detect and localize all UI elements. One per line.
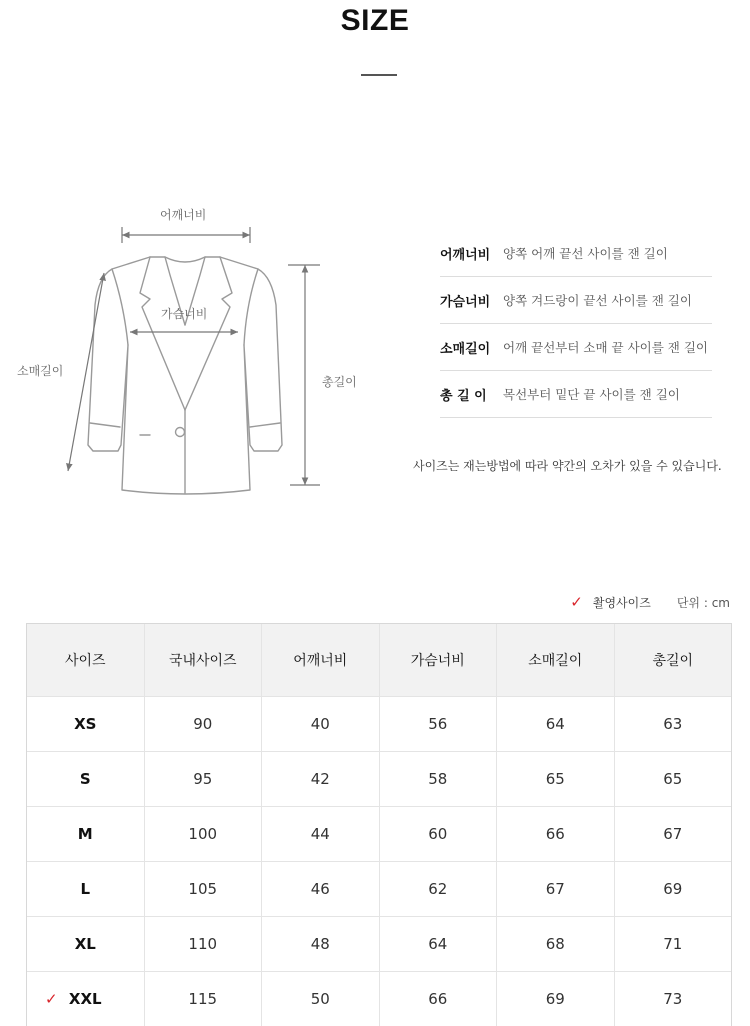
sleeve-cell: 67 [497,862,615,917]
size-cell [27,972,145,1026]
column-header: 총길이 [614,624,732,697]
chest-cell: 56 [379,697,497,752]
definition-term: 총 길 이 [440,385,503,404]
jacket-illustration [0,195,370,505]
total-cell: 69 [614,862,732,917]
domestic-cell: 100 [144,807,262,862]
column-header: 가슴너비 [379,624,497,697]
size-cell [27,917,145,972]
definition-desc: 어깨 끝선부터 소매 끝 사이를 잰 길이 [503,338,708,356]
table-row [27,972,732,1026]
definition-term: 어깨너비 [440,244,503,263]
title-divider [361,74,397,76]
column-header: 사이즈 [27,624,145,697]
table-row [27,807,732,862]
domestic-cell: 90 [144,697,262,752]
sleeve-cell: 68 [497,917,615,972]
size-label: S [80,770,91,788]
table-row [27,752,732,807]
measurement-definitions [440,230,712,418]
size-label: L [80,880,90,898]
table-row [27,917,732,972]
total-length-label: 총길이 [322,373,357,390]
total-cell: 73 [614,972,732,1026]
size-label: XS [74,715,96,733]
sleeve-cell: 69 [497,972,615,1026]
model-size-label: 촬영사이즈 [593,594,651,611]
total-cell: 71 [614,917,732,972]
sleeve-cell: 64 [497,697,615,752]
domestic-cell: 95 [144,752,262,807]
total-cell: 67 [614,807,732,862]
size-cell [27,862,145,917]
size-table [26,623,732,1026]
size-label: XXL [69,990,102,1008]
definition-term: 가슴너비 [440,291,503,310]
shoulder-cell: 40 [262,697,380,752]
definition-row [440,324,712,371]
page-title: SIZE [0,4,750,38]
table-header-row [27,624,732,697]
chest-cell: 60 [379,807,497,862]
column-header: 소매길이 [497,624,615,697]
jacket-measurement-diagram [0,195,370,509]
definition-row [440,230,712,277]
table-legend [570,593,730,611]
size-label: XL [75,935,96,953]
shoulder-cell: 50 [262,972,380,1026]
chest-label: 가슴너비 [161,305,207,322]
size-cell [27,807,145,862]
shoulder-cell: 46 [262,862,380,917]
domestic-cell: 115 [144,972,262,1026]
size-cell [27,697,145,752]
definition-row [440,277,712,324]
shoulder-label: 어깨너비 [160,206,206,223]
check-icon: ✓ [45,990,58,1008]
unit-label: 단위 : cm [677,594,730,611]
definition-desc: 양쪽 어깨 끝선 사이를 잰 길이 [503,244,668,262]
chest-cell: 66 [379,972,497,1026]
table-row [27,697,732,752]
size-cell [27,752,145,807]
table-row [27,862,732,917]
column-header: 어깨너비 [262,624,380,697]
shoulder-cell: 48 [262,917,380,972]
sleeve-label: 소매길이 [17,362,63,379]
definition-term: 소매길이 [440,338,503,357]
sleeve-cell: 66 [497,807,615,862]
total-cell: 63 [614,697,732,752]
domestic-cell: 110 [144,917,262,972]
definition-desc: 목선부터 밑단 끝 사이를 잰 길이 [503,385,680,403]
domestic-cell: 105 [144,862,262,917]
size-label: M [78,825,93,843]
definition-desc: 양쪽 겨드랑이 끝선 사이를 잰 길이 [503,291,692,309]
column-header: 국내사이즈 [144,624,262,697]
chest-cell: 64 [379,917,497,972]
measurement-notice: 사이즈는 재는방법에 따라 약간의 오차가 있을 수 있습니다. [413,457,722,474]
shoulder-cell: 42 [262,752,380,807]
chest-cell: 58 [379,752,497,807]
check-icon: ✓ [570,593,583,611]
chest-cell: 62 [379,862,497,917]
sleeve-cell: 65 [497,752,615,807]
definition-row [440,371,712,418]
total-cell: 65 [614,752,732,807]
shoulder-cell: 44 [262,807,380,862]
